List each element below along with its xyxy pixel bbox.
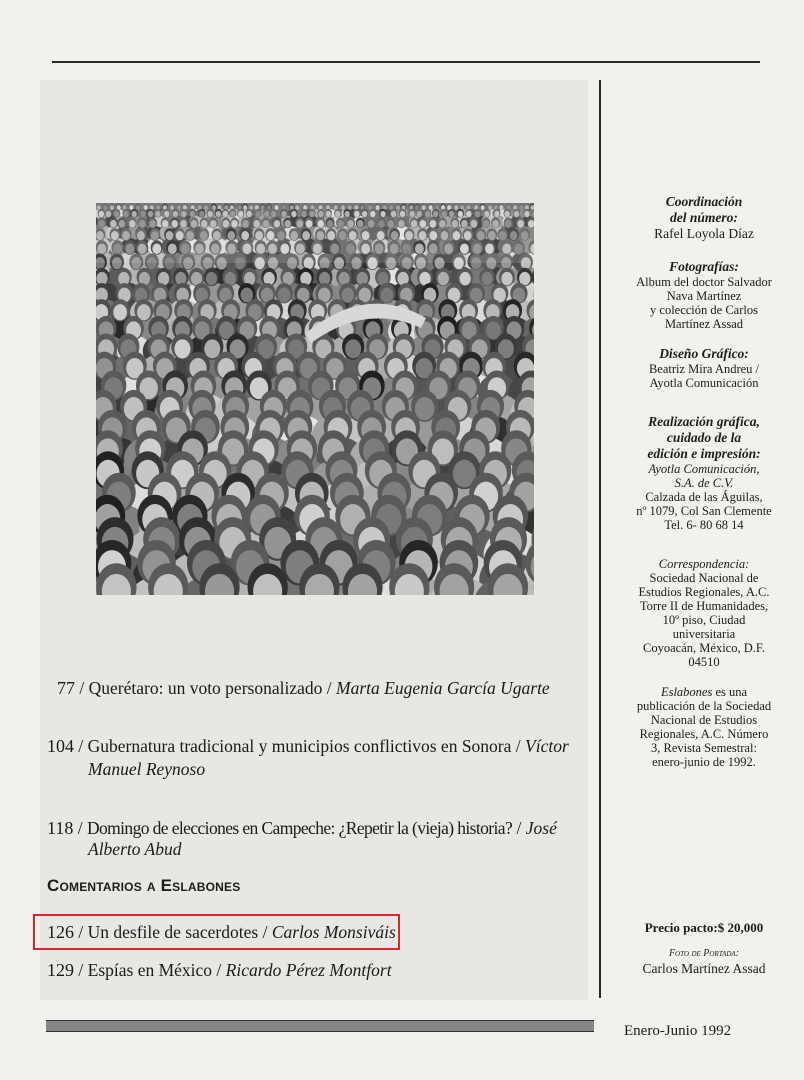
bottom-bar	[46, 1020, 594, 1032]
column-divider	[599, 80, 601, 998]
credits-line: Regionales, A.C. Número	[639, 727, 769, 741]
separator: /	[78, 960, 84, 980]
credits-coordinacion	[606, 194, 802, 242]
article-author: José	[525, 818, 557, 838]
credits-eslabones	[606, 685, 802, 769]
credits-heading: Foto de Portada:	[668, 948, 740, 959]
article-author-continued: Alberto Abud	[88, 839, 182, 859]
credits-line: Martínez Assad	[664, 317, 744, 331]
article-author-continued: Manuel Reynoso	[88, 759, 206, 779]
top-rule	[52, 61, 760, 63]
credits-line: universitaria	[672, 627, 736, 641]
separator: /	[326, 678, 332, 698]
toc-entry-104-author-cont	[88, 758, 205, 780]
credits-diseno	[606, 346, 802, 390]
credits-line: 3, Revista Semestral:	[651, 741, 757, 755]
page-number: 118	[47, 818, 74, 838]
credits-line: Nacional de Estudios	[650, 713, 758, 727]
credits-line: Sociedad Nacional de	[649, 571, 759, 585]
crowd-photograph	[96, 203, 534, 595]
credits-line: Ayotla Comunicación,	[648, 462, 760, 476]
separator: /	[78, 736, 84, 756]
credits-realizacion	[606, 414, 802, 532]
page-number: 104	[47, 736, 74, 756]
separator: /	[216, 960, 222, 980]
credits-line: nº 1079, Col San Clemente	[636, 504, 772, 518]
toc-entry-126[interactable]	[47, 921, 396, 943]
article-title: Espías en México	[87, 960, 213, 980]
credits-heading: edición e impresión:	[647, 446, 761, 461]
article-author: Ricardo Pérez Montfort	[225, 960, 392, 980]
credits-heading: Correspondencia:	[658, 557, 750, 571]
page-number: 126	[47, 922, 74, 942]
page-number: 77	[57, 678, 75, 698]
credits-line: y colección de Carlos	[650, 303, 758, 317]
article-author: Marta Eugenia García Ugarte	[336, 678, 550, 698]
section-heading: Comentarios a Eslabones	[47, 876, 241, 895]
credits-line: Album del doctor Salvador	[636, 275, 772, 289]
journal-name: Eslabones	[660, 685, 713, 699]
credits-heading: cuidado de la	[666, 430, 742, 445]
article-author: Carlos Monsiváis	[271, 922, 396, 942]
credits-line: enero-junio de 1992.	[652, 755, 756, 769]
separator: /	[78, 922, 84, 942]
article-title: Querétaro: un voto personalizado	[88, 678, 323, 698]
article-title: Gubernatura tradicional y municipios conflictivos en Sonora	[87, 736, 512, 756]
credits-correspondencia	[606, 557, 802, 669]
article-title: Domingo de elecciones en Campeche: ¿Repetir la (vieja) historia?	[86, 818, 513, 838]
issue-date: Enero-Junio 1992	[624, 1023, 732, 1039]
credits-line: Tel. 6- 80 68 14	[664, 518, 744, 532]
separator: /	[77, 818, 83, 838]
toc-entry-118[interactable]	[47, 817, 557, 839]
credits-line-rest: es una	[712, 685, 748, 699]
credits-line: publicación de la Sociedad	[636, 699, 772, 713]
separator: /	[515, 736, 521, 756]
toc-entry-104[interactable]	[47, 735, 569, 757]
separator: /	[262, 922, 268, 942]
credits-line	[606, 685, 802, 699]
price: Precio pacto:$ 20,000	[644, 920, 764, 935]
credits-heading: Fotografías:	[669, 259, 739, 274]
credits-fotografias	[606, 259, 802, 331]
page-number: 129	[47, 960, 74, 980]
credits-line: Nava Martínez	[666, 289, 742, 303]
credits-line: Beatriz Mira Andreu /	[648, 362, 760, 376]
credits-heading: Diseño Gráfico:	[659, 346, 749, 361]
credits-cover-photo	[606, 947, 802, 977]
credits-line: Calzada de las Águilas,	[645, 490, 763, 504]
separator: /	[516, 818, 522, 838]
toc-entry-129[interactable]	[47, 959, 392, 981]
credits-line: Coyoacán, México, D.F.	[643, 641, 765, 655]
credits-line: Torre II de Humanidades,	[639, 599, 769, 613]
separator: /	[79, 678, 85, 698]
toc-entry-77[interactable]	[57, 677, 550, 699]
credits-heading: del número:	[670, 210, 738, 225]
credits-heading: Realización gráfica,	[648, 414, 760, 429]
credits-line: 10º piso, Ciudad	[662, 613, 746, 627]
toc-entry-118-author-cont	[88, 838, 182, 860]
article-title: Un desfile de sacerdotes	[87, 922, 259, 942]
credits-heading: Coordinación	[665, 194, 743, 209]
credits-line: Ayotla Comunicación	[649, 376, 759, 390]
credits-line: Estudios Regionales, A.C.	[638, 585, 770, 599]
credits-line: 04510	[688, 655, 720, 669]
article-author: Víctor	[525, 736, 569, 756]
credits-line: S.A. de C.V.	[674, 476, 734, 490]
credits-name: Rafel Loyola Díaz	[654, 226, 754, 241]
credits-name: Carlos Martínez Assad	[642, 961, 766, 976]
